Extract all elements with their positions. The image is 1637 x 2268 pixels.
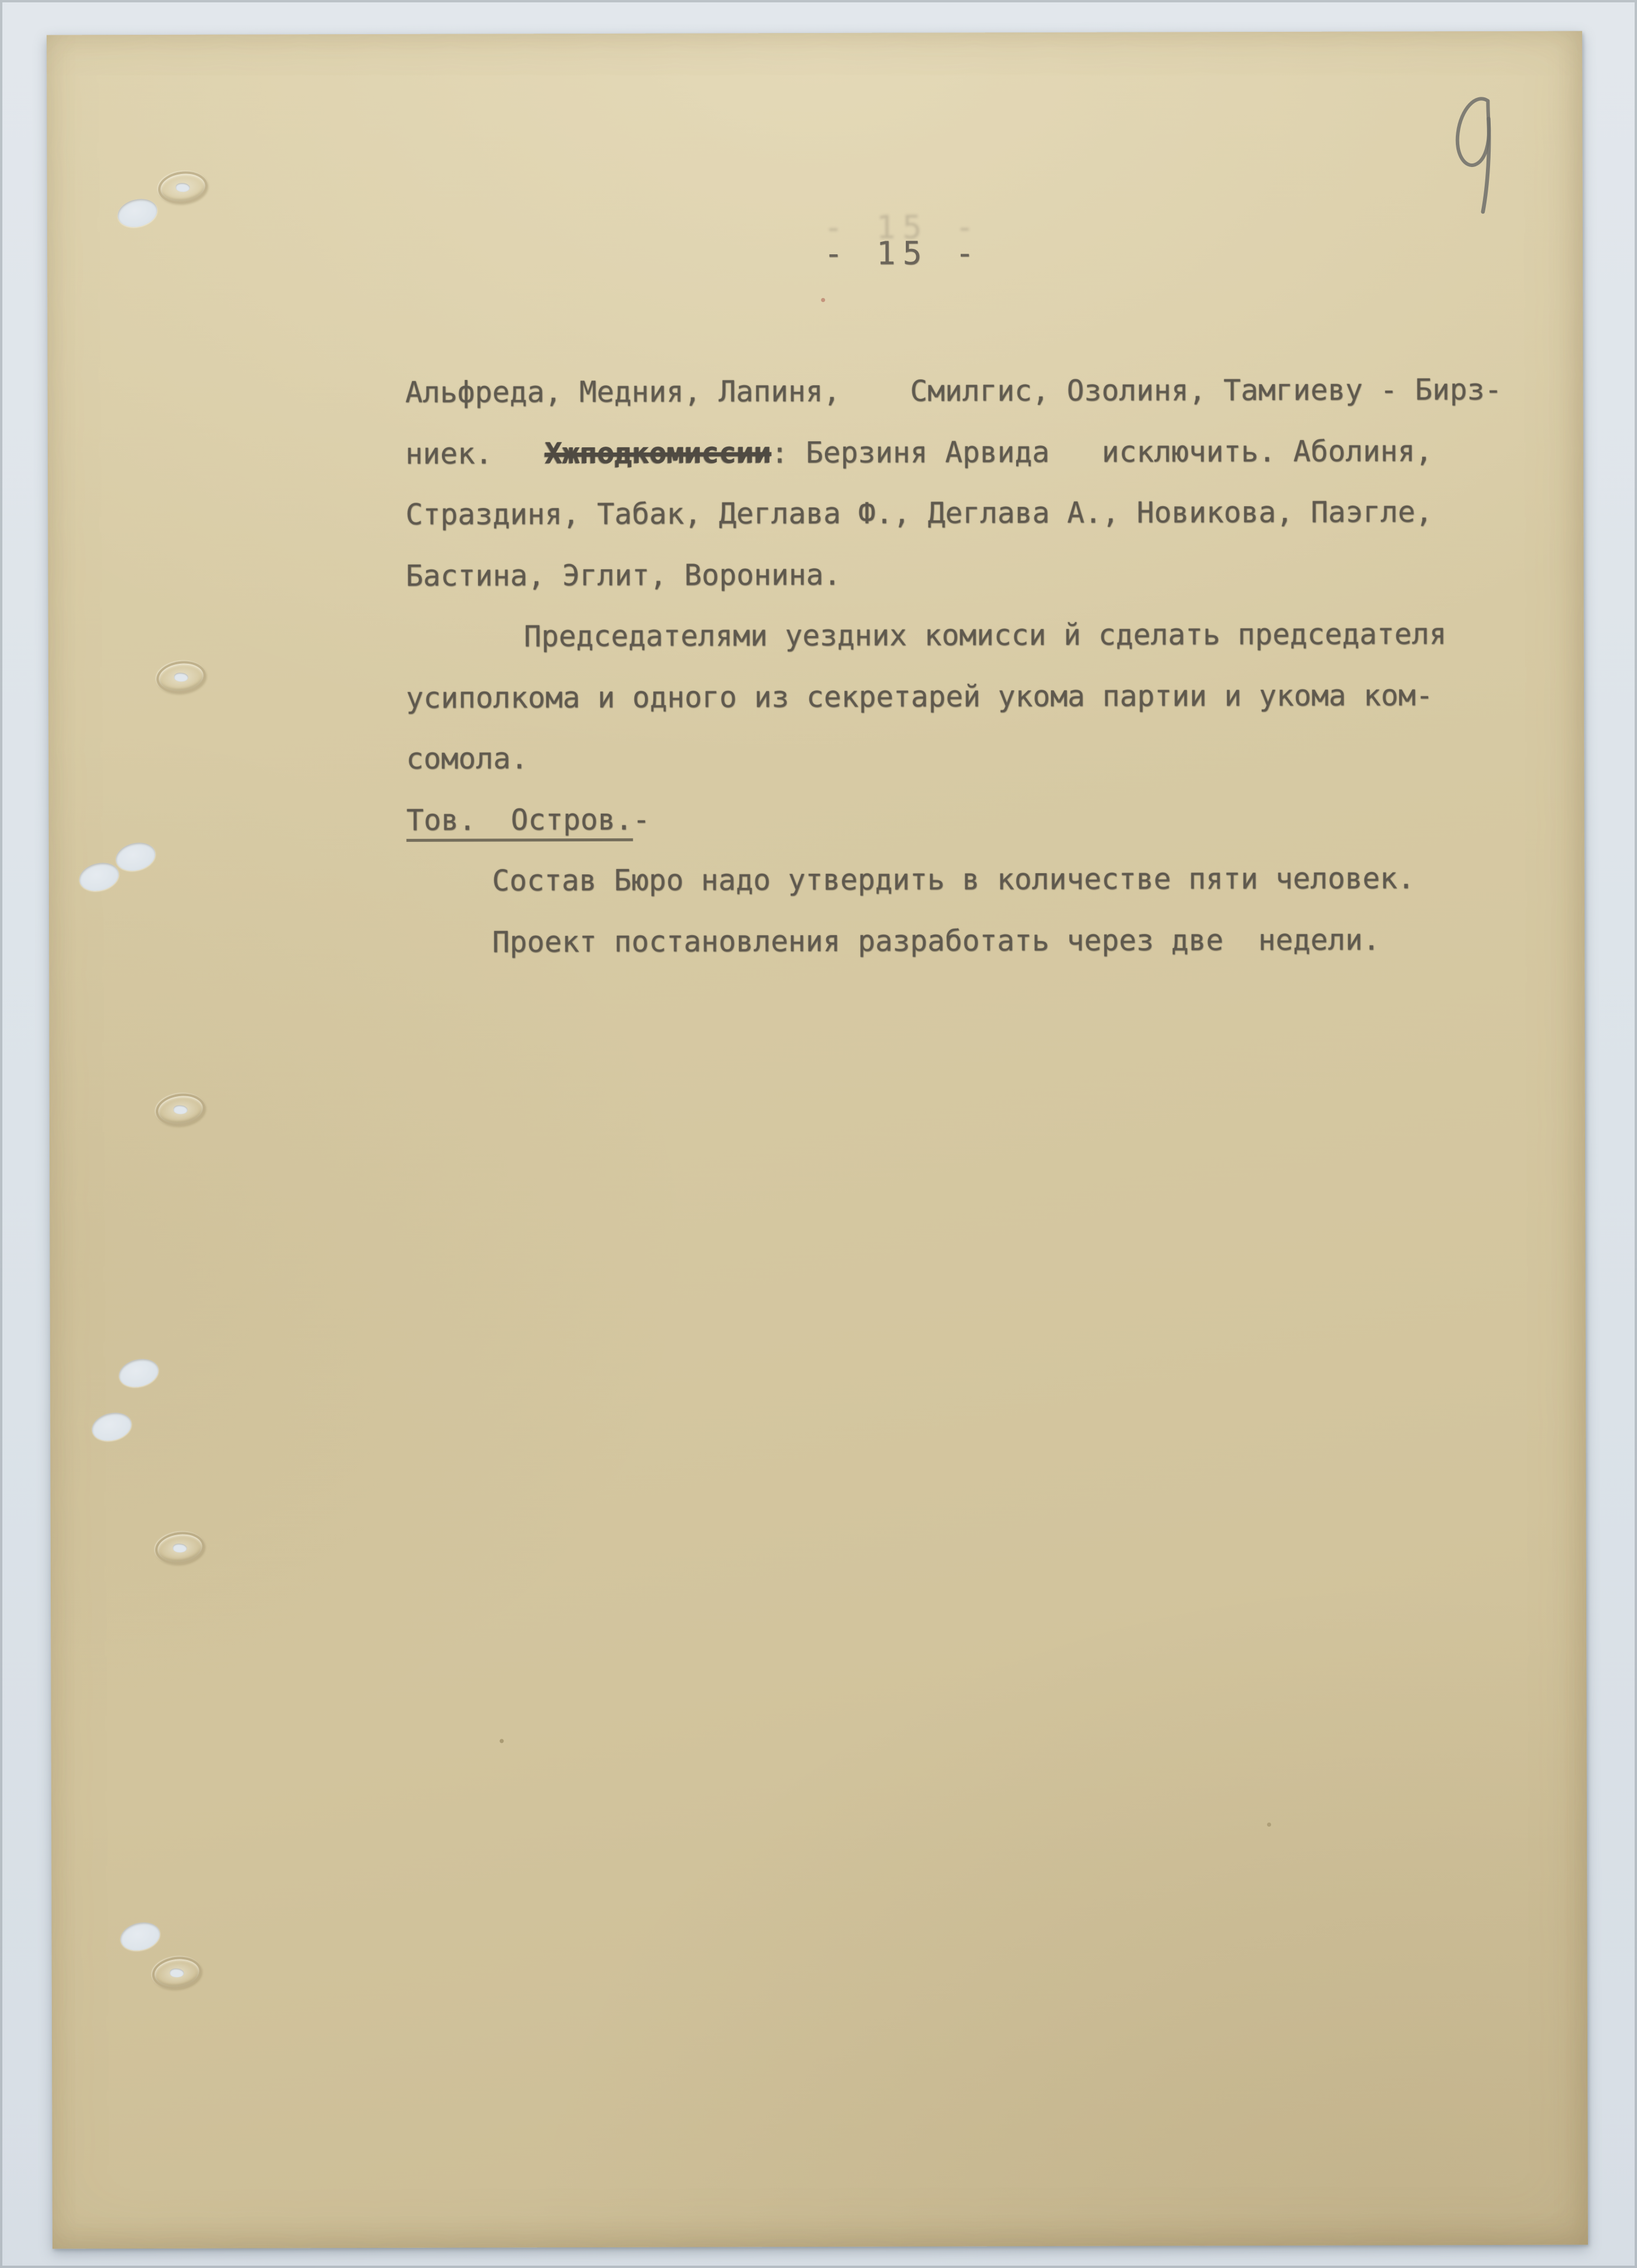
typewritten-text: Состав Бюро надо утвердить в количестве пяти человек.	[492, 861, 1415, 898]
punch-hole-tear	[173, 1543, 187, 1553]
typewritten-text: Альфреда, Медния, Лапиня, Смилгис, Озолиня, Тамгиеву - Бирз-	[405, 372, 1502, 409]
document-line	[407, 909, 1581, 973]
page-number: - 15 -	[823, 234, 982, 272]
paper-speck	[821, 298, 825, 302]
document-line	[405, 359, 1580, 424]
typewritten-text: Проект постановления разработать через две недели.	[492, 923, 1380, 959]
typewritten-text: ниек.	[405, 436, 545, 471]
typewritten-text: Председателями уездних комисси й сделать председателя	[523, 617, 1447, 654]
punch-hole	[117, 1918, 163, 1954]
pressed-punch-hole	[153, 1529, 207, 1567]
pressed-punch-hole	[155, 658, 208, 696]
document-line	[405, 542, 1580, 607]
punch-hole	[114, 195, 160, 231]
typewritten-text: -	[633, 802, 650, 837]
document-lines	[405, 359, 1582, 973]
document-line	[406, 604, 1580, 668]
paper-sheet	[47, 31, 1588, 2249]
pencil-nine-icon	[1451, 95, 1499, 220]
typewritten-text: сомола.	[406, 742, 528, 776]
pressed-punch-hole	[156, 169, 209, 207]
document-line	[407, 848, 1581, 912]
paper-speck	[500, 1739, 504, 1743]
punch-hole	[116, 1355, 161, 1391]
typewritten-text: усиполкома и одного из секретарей укома партии и укома ком-	[405, 678, 1433, 715]
typewritten-text: : Берзиня Арвида исключить. Аболиня,	[771, 434, 1433, 470]
handwritten-page-number	[1451, 95, 1499, 220]
document-line	[405, 481, 1580, 546]
punch-hole	[76, 859, 122, 895]
document-line	[406, 664, 1580, 729]
typewritten-text: Страздиня, Табак, Деглава Ф., Деглава А., Новикова, Паэгле,	[405, 495, 1433, 532]
typewritten-text: Бастина, Эглит, Воронина.	[405, 558, 842, 593]
punch-hole	[89, 1409, 135, 1445]
punch-hole-tear	[173, 1105, 188, 1115]
paper-speck	[1267, 1823, 1271, 1827]
pressed-punch-hole	[150, 1954, 204, 1992]
struck-out-text: Хжподкомиссии	[544, 435, 771, 470]
punch-hole	[113, 838, 158, 874]
punch-hole-tear	[174, 673, 188, 682]
punch-hole-tear	[176, 183, 190, 192]
underlined-heading-text: Тов. Остров.	[407, 802, 633, 841]
document-line	[406, 786, 1580, 851]
document-line	[405, 420, 1580, 484]
pressed-punch-hole	[154, 1091, 207, 1129]
document-line	[406, 726, 1580, 790]
punch-hole-tear	[169, 1968, 184, 1978]
